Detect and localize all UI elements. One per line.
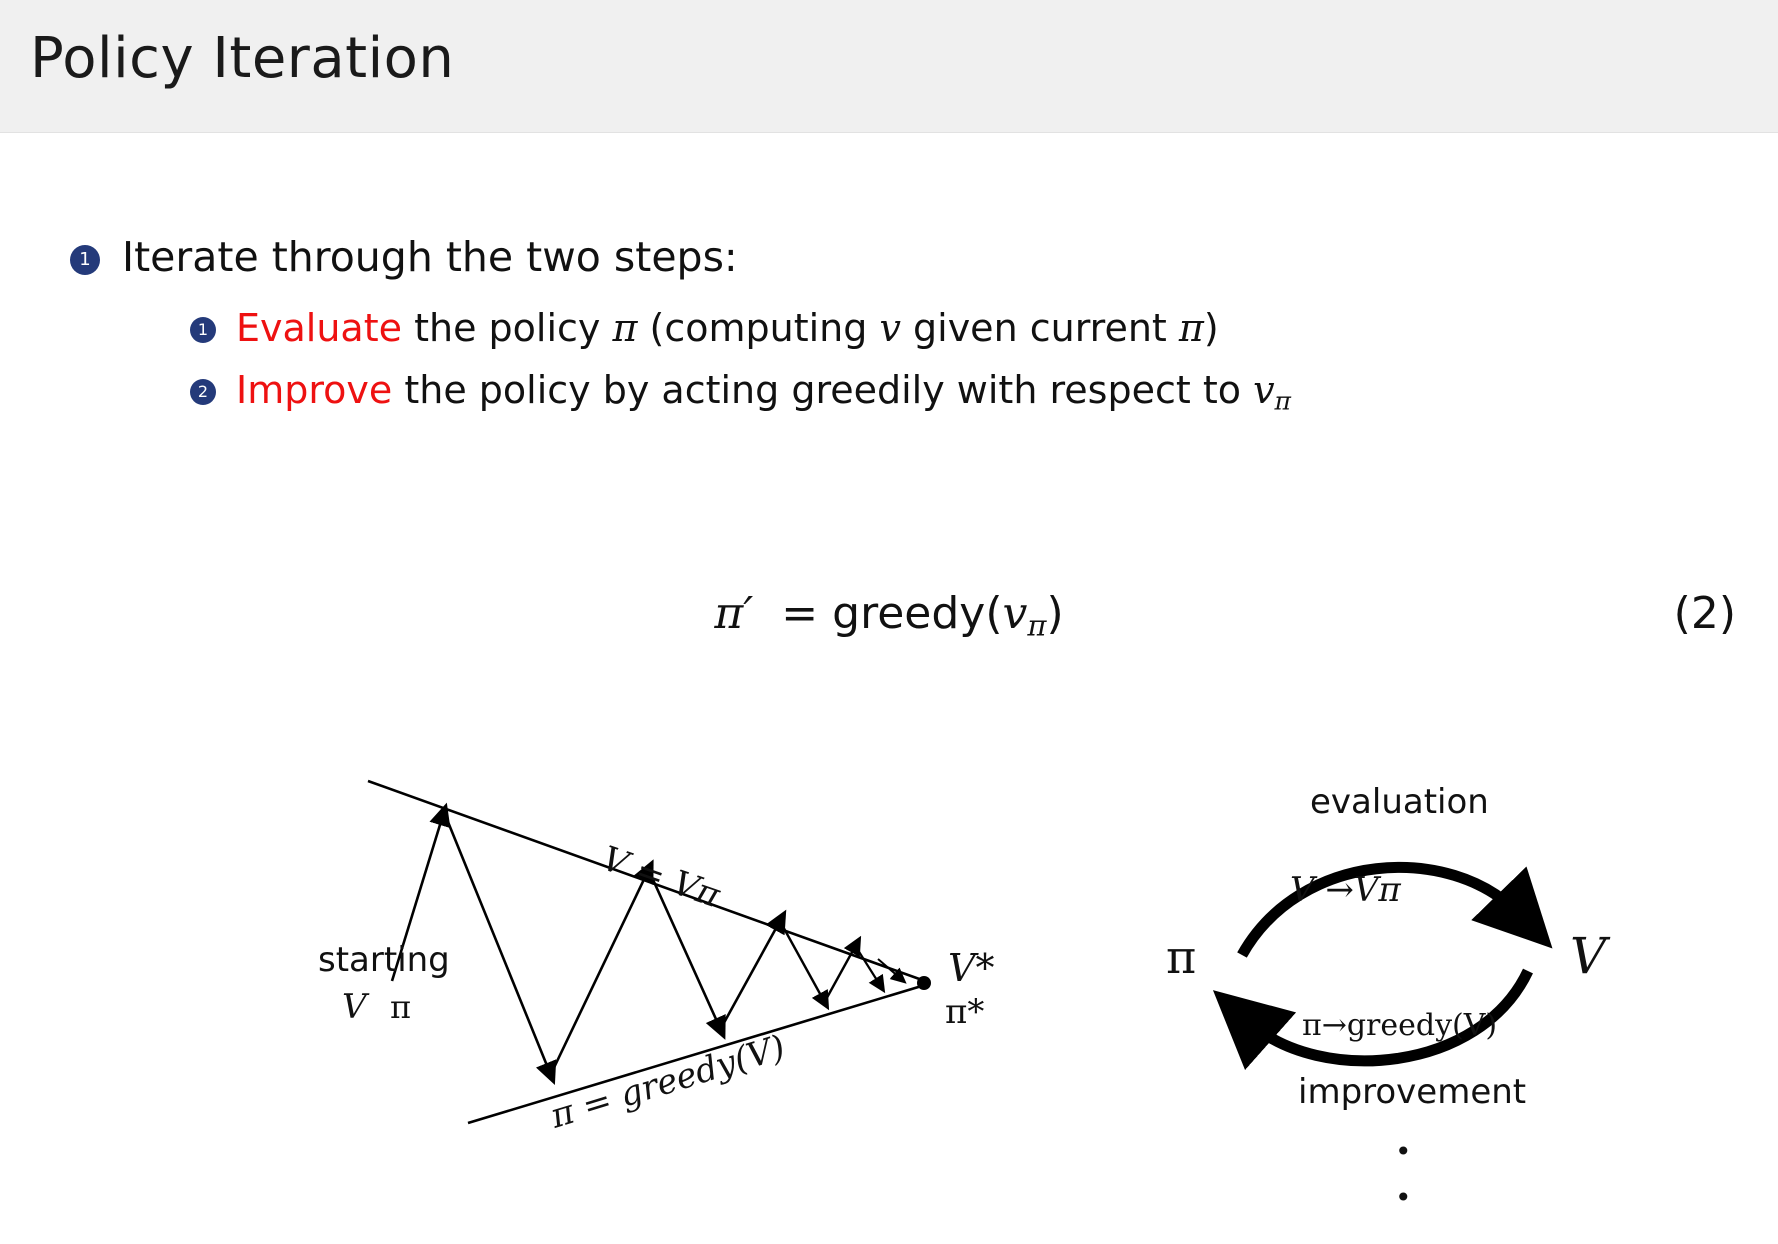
pi-symbol: π (612, 306, 638, 350)
list-item-evaluate (190, 306, 1219, 350)
arrow-down-3 (781, 923, 824, 1001)
keyword-evaluate: Evaluate (236, 306, 402, 350)
list-item-evaluate-label (236, 306, 1219, 350)
bullet-number-badge: 1 (70, 245, 100, 275)
evaluate-text-a: the policy (402, 306, 613, 350)
list-item-improve (190, 368, 1291, 415)
v-subscript-pi: π (1274, 386, 1292, 416)
arrow-up-2 (720, 921, 780, 1030)
v-symbol: v (1253, 368, 1275, 412)
label-improvement: improvement (1298, 1072, 1527, 1112)
arrow-up-4 (878, 959, 900, 978)
generalized-policy-iteration-cycle (1150, 773, 1710, 1233)
equation-equals: = (781, 588, 819, 639)
keyword-improve: Improve (236, 368, 393, 412)
arrow-up-3 (824, 945, 856, 1003)
page-title: Policy Iteration (30, 26, 455, 91)
convergence-point (917, 976, 931, 990)
equation-number: (2) (1673, 588, 1736, 639)
bullet-number-badge: 2 (190, 379, 216, 405)
label-v-star: V* (948, 946, 995, 990)
label-pi-star: π* (945, 992, 985, 1032)
node-pi: π (1166, 930, 1197, 984)
arrow-down-1 (446, 817, 550, 1073)
label-v-to-vpi: V →Vπ (1290, 870, 1401, 910)
equation-lhs: π′ (714, 588, 754, 639)
equation-arg-sub: π (1027, 608, 1047, 643)
arrow-up-1 (550, 871, 648, 1076)
evaluate-text-d: ) (1203, 306, 1219, 350)
dot-1: • (1395, 1135, 1412, 1168)
bullet-number-badge: 1 (190, 317, 216, 343)
label-starting-pi: π (390, 988, 412, 1026)
label-pi-equals-greedy: π = greedy(V) (545, 1027, 790, 1137)
list-item-level1-label: Iterate through the two steps: (122, 233, 738, 281)
evaluate-text-c: given current (900, 306, 1179, 350)
node-v: V (1570, 927, 1607, 985)
label-starting-v: V (342, 987, 367, 1027)
v-symbol: v (879, 306, 901, 350)
label-pi-to-greedy: π→greedy(V) (1302, 1008, 1498, 1043)
list-item-improve-label (236, 368, 1291, 415)
arrow-down-4 (856, 947, 880, 985)
equation-greedy (0, 588, 1778, 642)
list-item-level1 (70, 233, 738, 281)
label-evaluation: evaluation (1310, 782, 1489, 822)
improve-text-a: the policy by acting greedily with respect to (392, 368, 1254, 412)
slide-content (0, 133, 1778, 1244)
equation-close-paren: ) (1046, 588, 1064, 639)
slide-title-bar (0, 0, 1778, 133)
label-v-equals-vpi: V = Vπ (597, 838, 726, 917)
equation-fn: greedy( (832, 588, 1003, 639)
evaluate-text-b: (computing (637, 306, 880, 350)
pi-symbol-2: π (1178, 306, 1204, 350)
dot-2: • (1395, 1181, 1412, 1214)
equation-arg: v (1002, 588, 1028, 639)
policy-iteration-convergence-diagram (300, 773, 1100, 1233)
label-starting: starting (318, 940, 450, 980)
